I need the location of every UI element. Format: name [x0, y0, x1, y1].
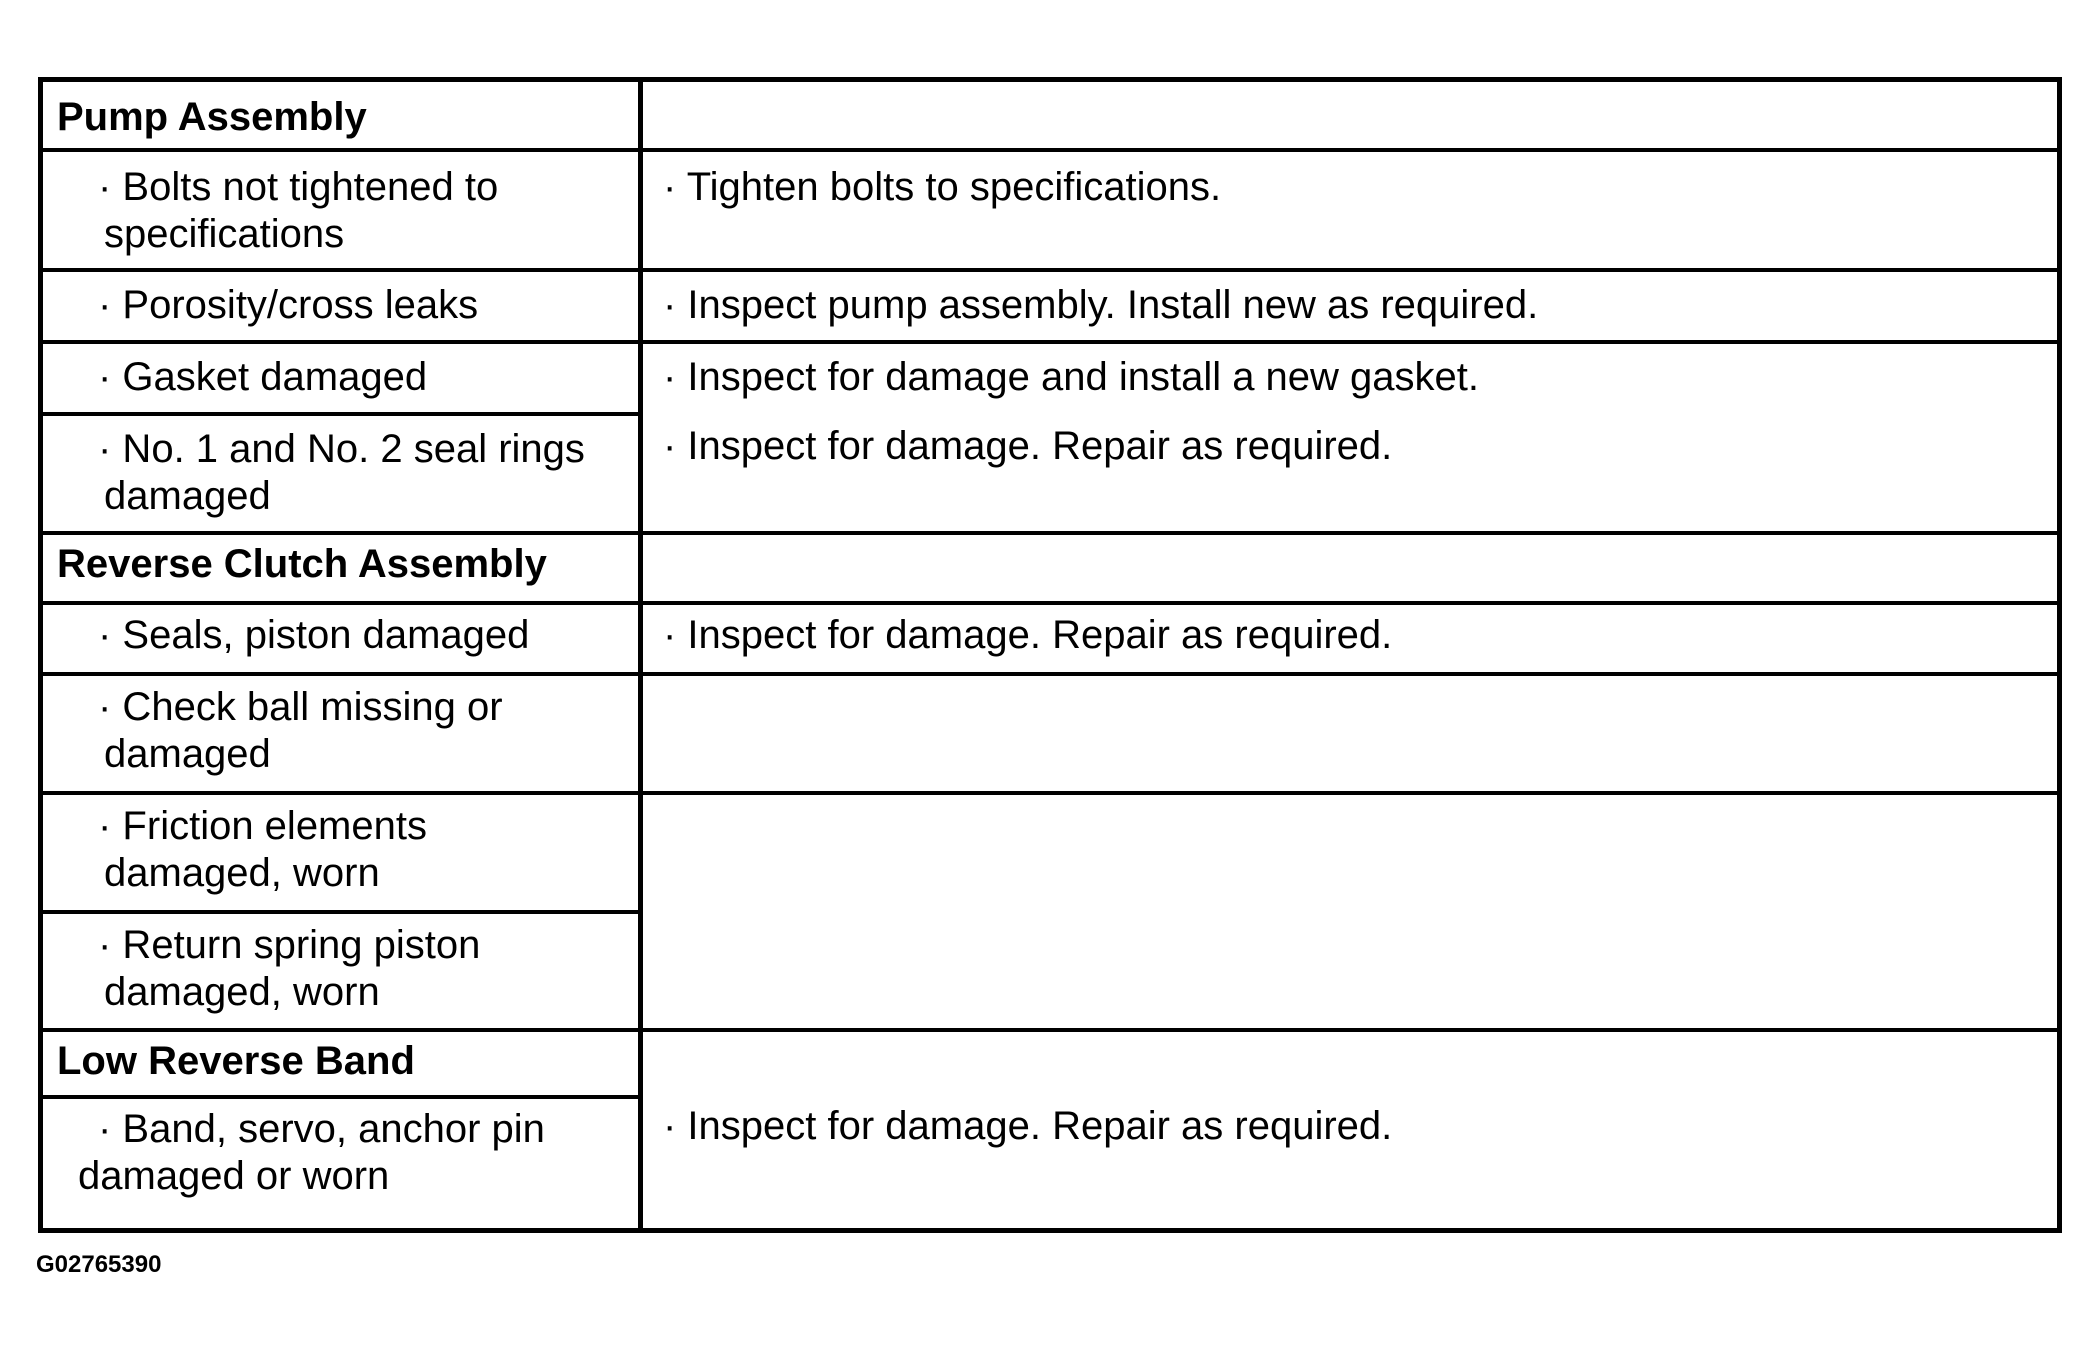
remedy-cell: · Inspect for damage and install a new gasket.: [663, 355, 1480, 399]
row-divider: [43, 791, 2057, 795]
remedy-cell: · Inspect for damage. Repair as required.: [663, 613, 1393, 657]
condition-line: damaged, worn: [104, 851, 380, 895]
remedy-cell: · Tighten bolts to specifications.: [663, 165, 1222, 209]
condition-line: · Return spring piston: [98, 923, 481, 967]
remedy-cell: · Inspect pump assembly. Install new as required.: [663, 283, 1539, 327]
condition-line: specifications: [104, 212, 345, 256]
condition-line: damaged or worn: [78, 1154, 390, 1198]
condition-line: damaged: [104, 732, 271, 776]
condition-cell: [98, 354, 427, 401]
condition-line: · Check ball missing or: [98, 685, 503, 729]
condition-line: · Gasket damaged: [98, 355, 428, 399]
condition-cell: [98, 803, 427, 897]
row-divider: [43, 268, 2057, 272]
section-heading: Pump Assembly: [57, 95, 367, 139]
condition-line: damaged: [104, 474, 271, 518]
row-divider: [43, 1028, 2057, 1032]
section-heading: Low Reverse Band: [57, 1039, 415, 1083]
condition-line: damaged, worn: [104, 970, 380, 1014]
row-divider: [43, 340, 2057, 344]
column-divider: [638, 82, 643, 1228]
row-divider: [43, 601, 2057, 605]
condition-line: · Porosity/cross leaks: [98, 283, 479, 327]
condition-line: · Seals, piston damaged: [98, 613, 530, 657]
remedy-cell: · Inspect for damage. Repair as required.: [663, 1104, 1393, 1148]
row-divider: [43, 1095, 643, 1099]
condition-cell: [98, 164, 498, 258]
condition-cell: [98, 612, 529, 659]
condition-cell: [98, 426, 585, 520]
row-divider: [43, 412, 643, 416]
row-divider: [43, 148, 2057, 152]
condition-cell: [98, 684, 503, 778]
condition-line: · Bolts not tightened to: [98, 165, 499, 209]
condition-line: · Band, servo, anchor pin: [98, 1107, 545, 1151]
condition-line: · No. 1 and No. 2 seal rings: [98, 427, 585, 471]
condition-cell: [98, 922, 480, 1016]
row-divider: [43, 672, 2057, 676]
remedy-cell: · Inspect for damage. Repair as required.: [663, 424, 1393, 468]
condition-cell: [78, 1106, 545, 1200]
condition-line: · Friction elements: [98, 804, 427, 848]
row-divider: [43, 531, 2057, 535]
section-heading: Reverse Clutch Assembly: [57, 542, 547, 586]
condition-cell: [98, 282, 478, 329]
diagnosis-table: [38, 77, 2062, 1233]
figure-code: G02765390: [36, 1251, 162, 1278]
row-divider: [43, 910, 643, 914]
